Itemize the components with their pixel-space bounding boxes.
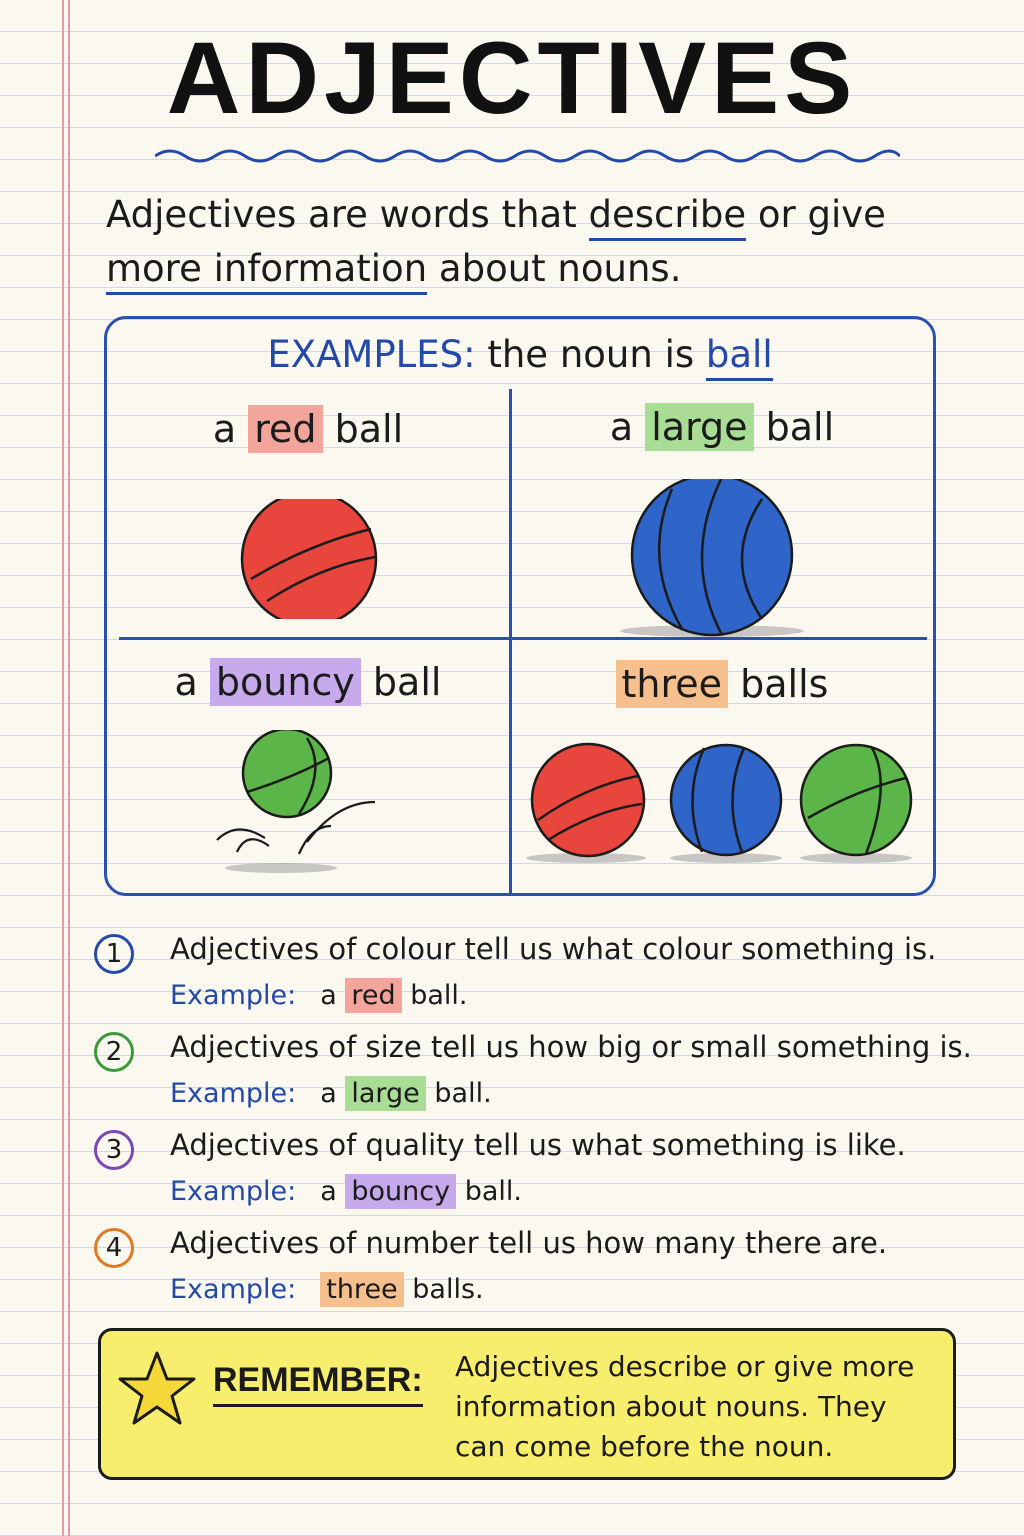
star-icon [117, 1349, 197, 1429]
example-post: ball. [410, 980, 468, 1011]
rule-number: 3 [94, 1130, 134, 1170]
example-cell-large [512, 389, 932, 637]
example-adjective: large [345, 1076, 425, 1111]
examples-box [104, 316, 936, 896]
rules-list [94, 930, 994, 1322]
rule-text: Adjectives of size tell us how big or small something is. [170, 1030, 972, 1064]
example-adjective: three [320, 1272, 403, 1307]
example-cell-red [107, 389, 509, 637]
example-adjective: red [345, 978, 401, 1013]
rule-quality [94, 1126, 994, 1224]
example-cell-three [512, 640, 932, 894]
rule-text: Adjectives of number tell us how many there are. [170, 1226, 888, 1260]
caption-post: ball [360, 660, 442, 704]
remember-box [98, 1328, 956, 1480]
page-title: ADJECTIVES [166, 21, 858, 135]
example-label: Example: [170, 1274, 297, 1305]
rule-size [94, 1028, 994, 1126]
adjective-large: large [645, 403, 753, 451]
rule-number [94, 1224, 994, 1322]
examples-heading [107, 333, 933, 376]
margin-line-right [68, 0, 70, 1536]
example-post: balls. [412, 1274, 484, 1305]
caption-post: balls [728, 662, 829, 706]
caption-pre: a [174, 660, 210, 704]
examples-noun: ball [706, 333, 773, 381]
three-balls [526, 738, 926, 868]
example-pre: a [320, 980, 337, 1011]
remember-text: Adjectives describe or give more information about nouns. They can come before the noun. [455, 1350, 915, 1463]
intro-describe: describe [589, 193, 747, 241]
rule-example [170, 1176, 522, 1207]
example-caption-bouncy [107, 660, 509, 704]
caption-pre: a [212, 407, 249, 451]
examples-label: EXAMPLES: [267, 333, 476, 376]
rule-example [170, 980, 468, 1011]
example-post: ball. [434, 1078, 492, 1109]
examples-text: the noun is [475, 333, 706, 376]
rule-number: 1 [94, 934, 134, 974]
rule-text: Adjectives of colour tell us what colour something is. [170, 932, 937, 966]
example-label: Example: [170, 1078, 297, 1109]
intro-text-3: about nouns. [427, 247, 682, 290]
example-adjective: bouncy [345, 1174, 456, 1209]
intro-more-information: more information [106, 247, 427, 295]
title-wavy-underline [155, 145, 900, 167]
rule-example [170, 1078, 492, 1109]
adjective-red: red [248, 405, 322, 453]
example-caption-large [512, 405, 932, 449]
rule-number: 2 [94, 1032, 134, 1072]
large-blue-ball [612, 479, 812, 639]
caption-post: ball [322, 407, 404, 451]
rule-example [170, 1274, 484, 1305]
adjective-three: three [616, 660, 729, 708]
example-cell-bouncy [107, 640, 509, 894]
rule-number-badge: 4 [94, 1228, 134, 1268]
rule-text: Adjectives of quality tell us what something is like. [170, 1128, 906, 1162]
example-label: Example: [170, 1176, 297, 1207]
intro-text-2: or give [746, 193, 886, 236]
adjective-bouncy: bouncy [210, 658, 361, 706]
example-pre: a [320, 1078, 337, 1109]
example-caption-red [107, 407, 509, 451]
example-label: Example: [170, 980, 297, 1011]
example-caption-three [512, 662, 932, 706]
intro-text-1: Adjectives are words that [106, 193, 589, 236]
red-ball [239, 499, 379, 619]
margin-line-left [62, 0, 64, 1536]
caption-pre: a [609, 405, 646, 449]
rule-colour [94, 930, 994, 1028]
remember-label: REMEMBER: [213, 1361, 423, 1407]
example-post: ball. [464, 1176, 522, 1207]
caption-post: ball [753, 405, 835, 449]
intro-definition [106, 188, 986, 296]
bouncy-green-ball [207, 730, 407, 880]
example-pre: a [320, 1176, 337, 1207]
